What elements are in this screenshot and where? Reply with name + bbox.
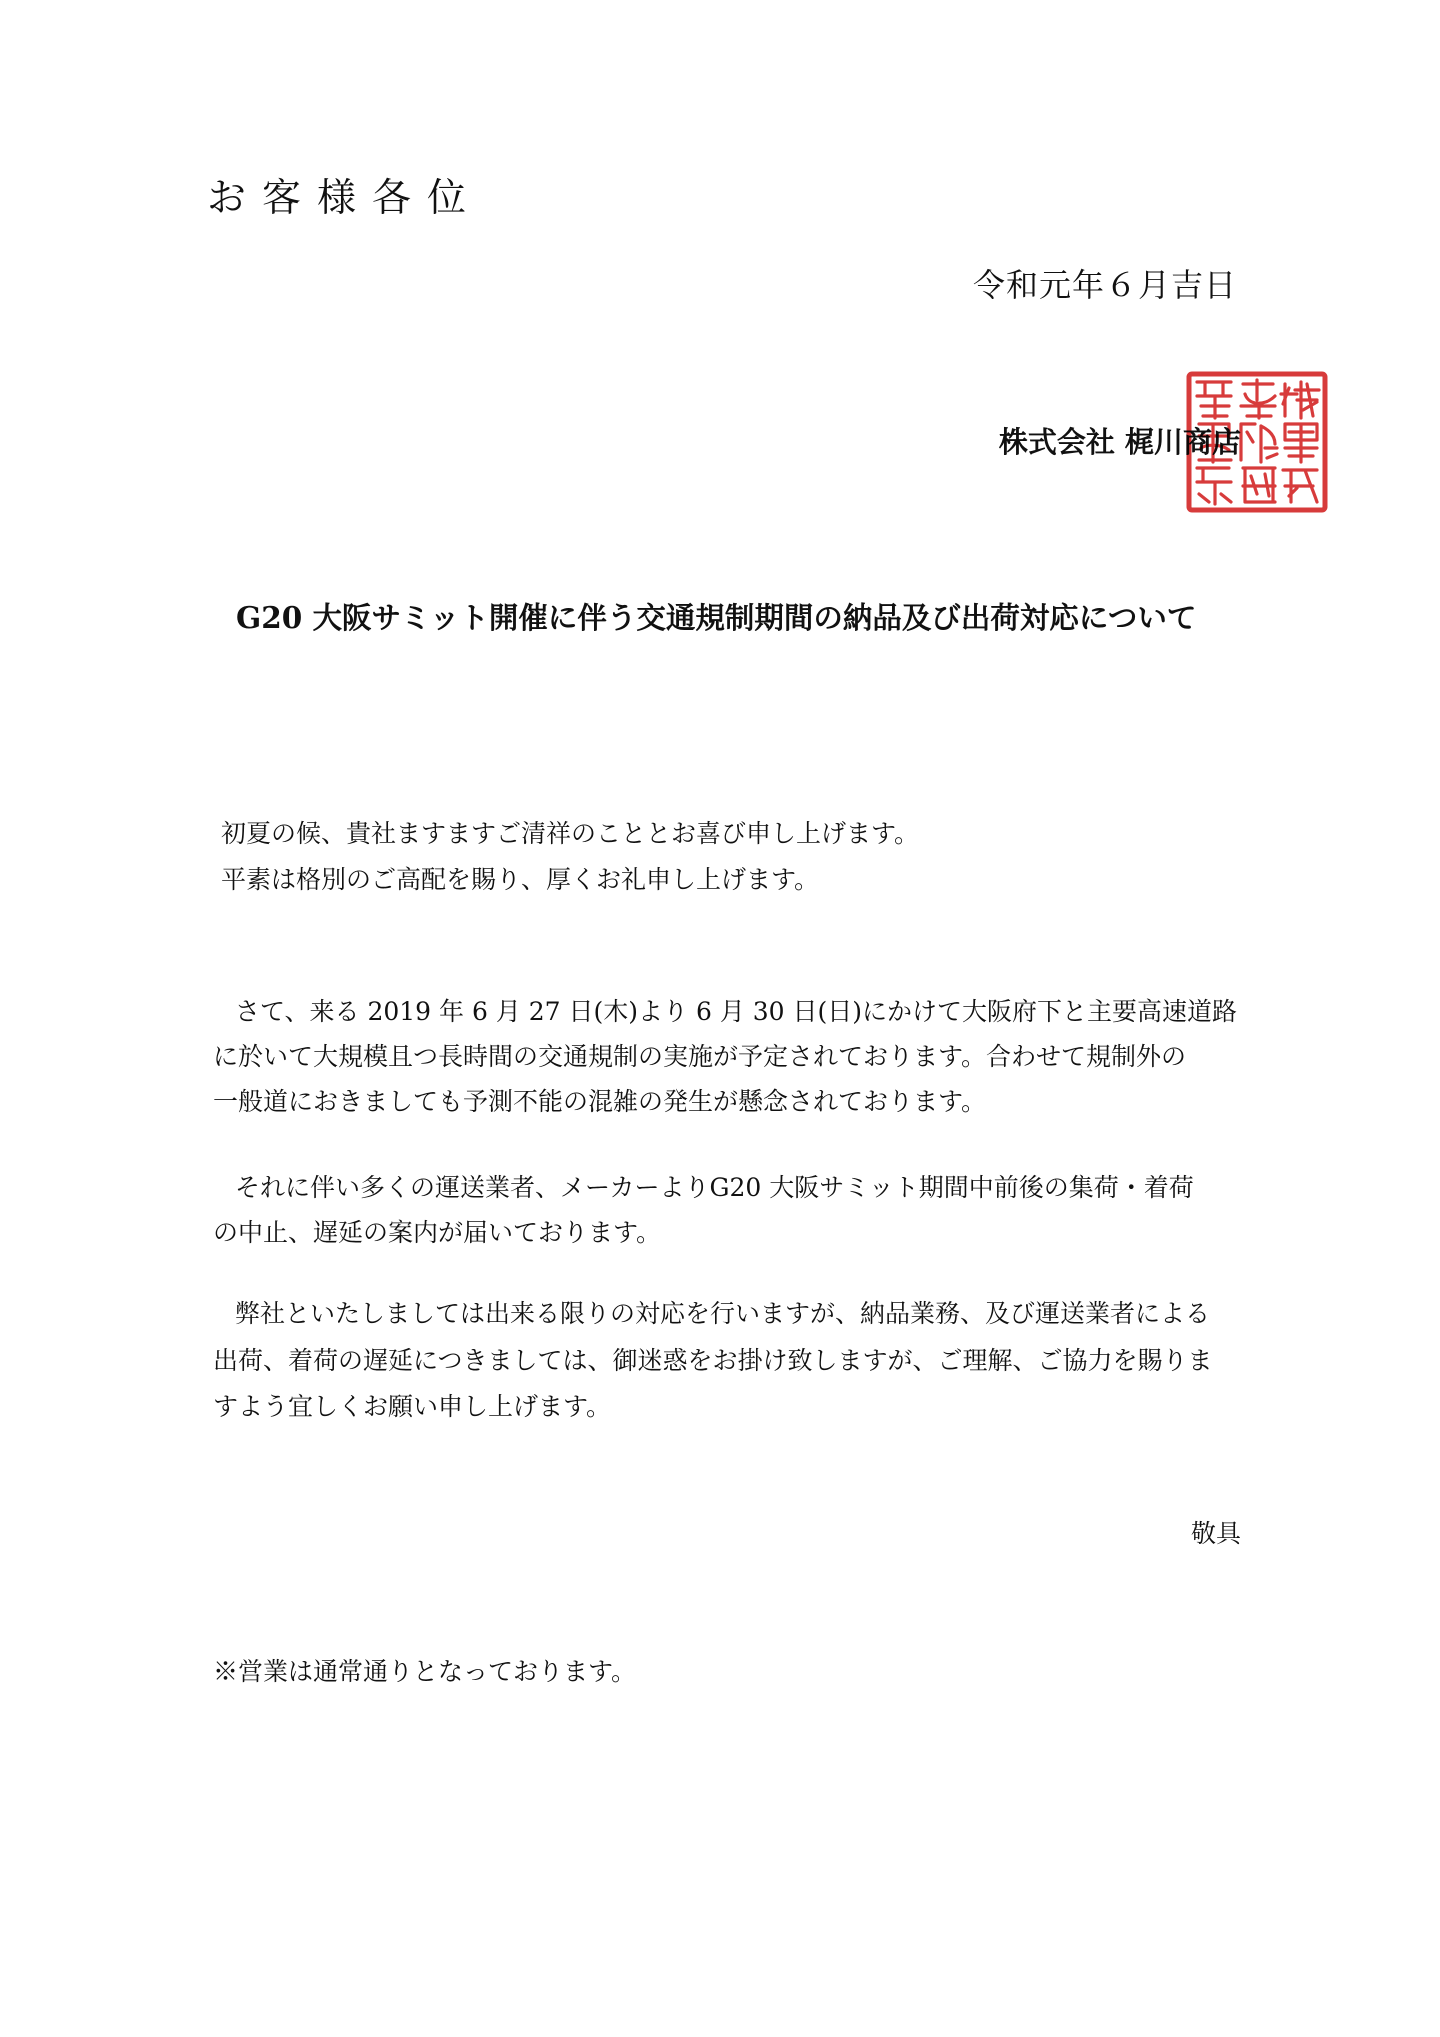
seal-glyph bbox=[1241, 380, 1275, 418]
greeting-line: 平素は格別のご高配を賜り、厚くお礼申し上げます。 bbox=[221, 865, 820, 894]
body-line: 一般道におきましても予測不能の混雑の発生が懸念されております。 bbox=[213, 1087, 987, 1116]
body-line: それに伴い多くの運送業者、メーカーよりG20 大阪サミット期間中前後の集荷・着荷 bbox=[235, 1173, 1194, 1202]
letter-date: 令和元年６月吉日 bbox=[972, 266, 1237, 304]
seal-glyphs bbox=[1197, 380, 1319, 504]
seal-glyph bbox=[1197, 468, 1231, 504]
seal-glyph bbox=[1281, 382, 1319, 418]
seal-glyph bbox=[1285, 424, 1317, 462]
greeting-line: 初夏の候、貴社ますますご清祥のこととお喜び申し上げます。 bbox=[221, 819, 920, 848]
body-line: 出荷、着荷の遅延につきましては、御迷惑をお掛け致しますが、ご理解、ご協力を賜りま bbox=[213, 1345, 1213, 1375]
body-paragraph-traffic-restrictions bbox=[213, 989, 1237, 1124]
business-hours-note: ※営業は通常通りとなっております。 bbox=[213, 1657, 637, 1686]
body-paragraph-company-response bbox=[213, 1291, 1213, 1431]
body-line: の中止、遅延の案内が届いております。 bbox=[213, 1218, 662, 1247]
sender-company-name: 株式会社 梶川商店 bbox=[998, 425, 1241, 459]
seal-glyph bbox=[1243, 468, 1275, 502]
body-line: に於いて大規模且つ長時間の交通規制の実施が予定されております。合わせて規制外の bbox=[213, 1042, 1187, 1071]
body-line: 弊社といたしましては出来る限りの対応を行いますが、納品業務、及び運送業者による bbox=[235, 1299, 1211, 1328]
seal-glyph bbox=[1283, 470, 1317, 502]
body-line: すよう宜しくお願い申し上げます。 bbox=[213, 1392, 612, 1421]
seal-graphic bbox=[1185, 370, 1329, 514]
seal-glyph bbox=[1197, 382, 1231, 418]
body-paragraph-carrier-notices bbox=[213, 1165, 1194, 1255]
closing-phrase: 敬具 bbox=[1190, 1519, 1241, 1548]
body-line: さて、来る 2019 年 6 月 27 日(木)より 6 月 30 日(日)にかけて大阪府下と主要高速道路 bbox=[235, 997, 1238, 1026]
seal-glyph bbox=[1241, 424, 1277, 462]
notice-title: G20 大阪サミット開催に伴う交通規制期間の納品及び出荷対応について bbox=[236, 600, 1197, 635]
company-seal-stamp-icon bbox=[1185, 370, 1329, 514]
recipient-salutation: お客様各位 bbox=[207, 176, 483, 221]
seal-glyph bbox=[1199, 424, 1231, 462]
greeting-paragraph bbox=[213, 811, 919, 903]
